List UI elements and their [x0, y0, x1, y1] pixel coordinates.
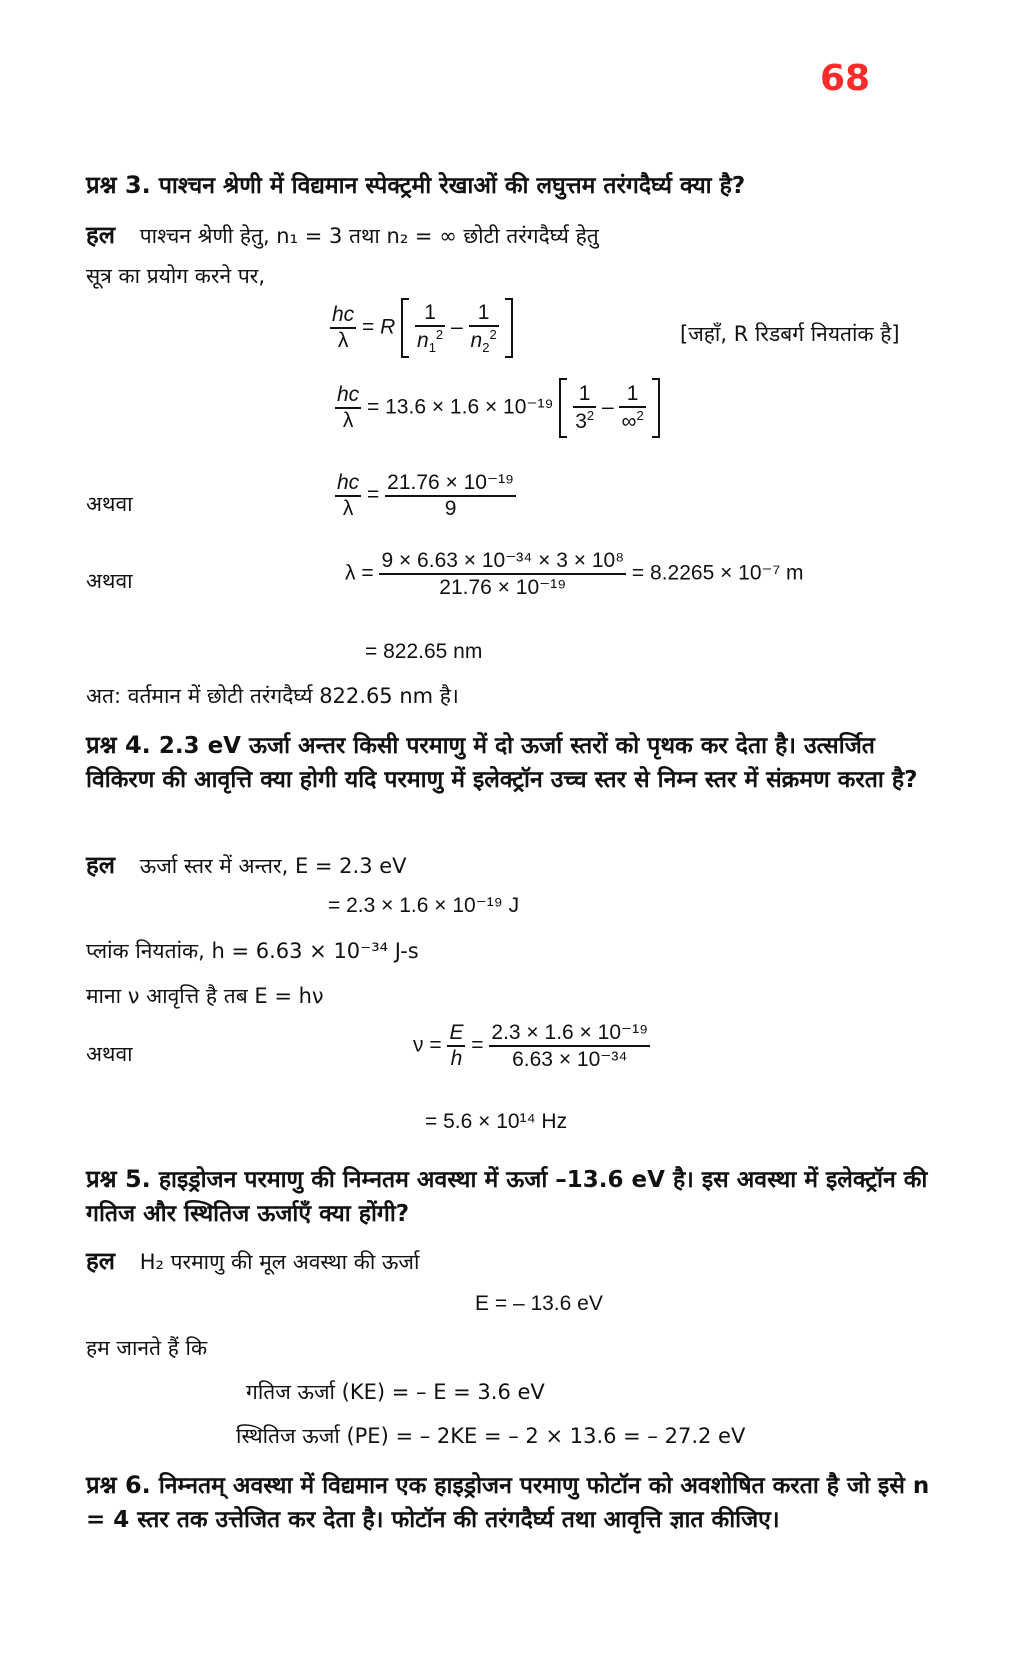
question-6-label: प्रश्न 6.: [86, 1471, 151, 1499]
q3-equation-4: λ = $\frac{\text{9 × 6.63 × 10⁻³⁴ × 3 × 10⁸}}{\text{21.76 × 10⁻¹⁹}}$ = 8.2265 × 10⁻⁷ m: [345, 549, 804, 599]
question-6: [86, 1468, 946, 1537]
q5-solution-line-1: [86, 1244, 419, 1277]
q3-eq3-numerator: 21.76 × 10⁻¹⁹: [385, 470, 516, 497]
q3-sol-text-1: पाश्चन श्रेणी हेतु, n₁ = 3 तथा n₂ = ∞ छोटी तरंगदैर्घ्य हेतु: [139, 224, 599, 248]
question-3: [86, 168, 946, 203]
q4-eq-denominator: 6.63 × 10⁻³⁴: [512, 1048, 628, 1071]
q4-line-3: प्लांक नियतांक, h = 6.63 × 10⁻³⁴ J-s: [86, 939, 419, 963]
q3-conclusion: अत: वर्तमान में छोटी तरंगदैर्घ्य 822.65 nm है।: [86, 684, 459, 708]
page-number: 68: [820, 58, 871, 99]
q3-eq4-denominator: 21.76 × 10⁻¹⁹: [439, 576, 567, 599]
question-4-label: प्रश्न 4.: [86, 731, 151, 759]
q3-solution-line-1: [86, 218, 599, 251]
q4-result: = 5.6 × 10¹⁴ Hz: [425, 1110, 568, 1133]
question-5: [86, 1162, 946, 1231]
q3-athva-1: अथवा: [86, 492, 133, 516]
question-3-text: पाश्चन श्रेणी में विद्यमान स्पेक्ट्रमी रेखाओं की लघुत्तम तरंगदैर्घ्य क्या है?: [158, 173, 746, 199]
q3-equation-1: $\frac{hc}{\lambda}$ = R $\frac{1}{n_1^2}$ – $\frac{1}{n_2^2}$: [330, 298, 513, 358]
q5-line-5: स्थितिज ऊर्जा (PE) = – 2KE = – 2 × 13.6 = – 27.2 eV: [236, 1424, 746, 1448]
q3-equation-2: $\frac{hc}{\lambda}$ = 13.6 × 1.6 × 10⁻¹⁹ $\frac{1}{3^2}$ – $\frac{1}{\infty^2}$: [335, 378, 660, 438]
q4-line-2: = 2.3 × 1.6 × 10⁻¹⁹ J: [328, 894, 520, 917]
question-6-text: निम्नतम् अवस्था में विद्यमान एक हाइड्रोजन परमाणु फोटॉन को अवशोषित करता है जो इसे n = 4 स्तर तक उत्तेजित कर देता है। फोटॉन की तरंगदैर्घ्य तथा आवृत्ति ज्ञात कीजिए।: [86, 1473, 930, 1533]
q3-rydberg-note: [जहाँ, R रिडबर्ग नियतांक है]: [680, 322, 900, 346]
q3-athva-2: अथवा: [86, 569, 133, 593]
q5-line-4: गतिज ऊर्जा (KE) = – E = 3.6 eV: [246, 1380, 545, 1404]
q3-solution-line-2: सूत्र का प्रयोग करने पर,: [86, 264, 266, 288]
question-5-text: हाइड्रोजन परमाणु की निम्नतम अवस्था में ऊर्जा –13.6 eV है। इस अवस्था में इलेक्ट्रॉन की गतिज और स्थितिज ऊर्जाएँ क्या होंगी?: [86, 1167, 928, 1227]
q5-line-2: E = – 13.6 eV: [475, 1292, 603, 1315]
q5-line-3: हम जानते हैं कि: [86, 1336, 208, 1360]
q4-athva: अथवा: [86, 1042, 133, 1066]
q5-hal-label: हल: [86, 1247, 116, 1275]
q4-hal-label: हल: [86, 851, 116, 879]
q3-eq2-middle: = 13.6 × 1.6 × 10⁻¹⁹: [367, 395, 554, 419]
q3-hal-label: हल: [86, 221, 116, 249]
question-5-label: प्रश्न 5.: [86, 1165, 151, 1193]
q4-equation: ν = $\frac{E}{h}$ = $\frac{\text{2.3 × 1.6 × 10⁻¹⁹}}{\text{6.63 × 10⁻³⁴}}$: [413, 1021, 649, 1071]
q3-equation-5: = 822.65 nm: [365, 640, 483, 663]
question-4-text: 2.3 eV ऊर्जा अन्तर किसी परमाणु में दो ऊर्जा स्तरों को पृथक कर देता है। उत्सर्जित विकिरण की आवृत्ति क्या होगी यदि परमाणु में इलेक्ट्रॉन उच्च स्तर से निम्न स्तर में संक्रमण करता है?: [86, 733, 918, 793]
q3-eq4-numerator: 9 × 6.63 × 10⁻³⁴ × 3 × 10⁸: [379, 548, 626, 575]
question-4: [86, 728, 946, 797]
q4-line-4: माना ν आवृत्ति है तब E = hν: [86, 984, 324, 1008]
q4-solution-line-1: [86, 848, 407, 881]
question-3-label: प्रश्न 3.: [86, 171, 151, 199]
q4-sol-text-1: ऊर्जा स्तर में अन्तर, E = 2.3 eV: [139, 854, 407, 878]
q3-eq3-denominator: 9: [444, 497, 457, 520]
q4-eq-numerator: 2.3 × 1.6 × 10⁻¹⁹: [489, 1020, 650, 1047]
q3-equation-3: $\frac{hc}{\lambda}$ = $\frac{\text{21.76 × 10⁻¹⁹}}{9}$: [337, 470, 515, 520]
q5-sol-text-1: H₂ परमाणु की मूल अवस्था की ऊर्जा: [139, 1250, 420, 1274]
q3-eq4-result: = 8.2265 × 10⁻⁷ m: [631, 561, 804, 585]
